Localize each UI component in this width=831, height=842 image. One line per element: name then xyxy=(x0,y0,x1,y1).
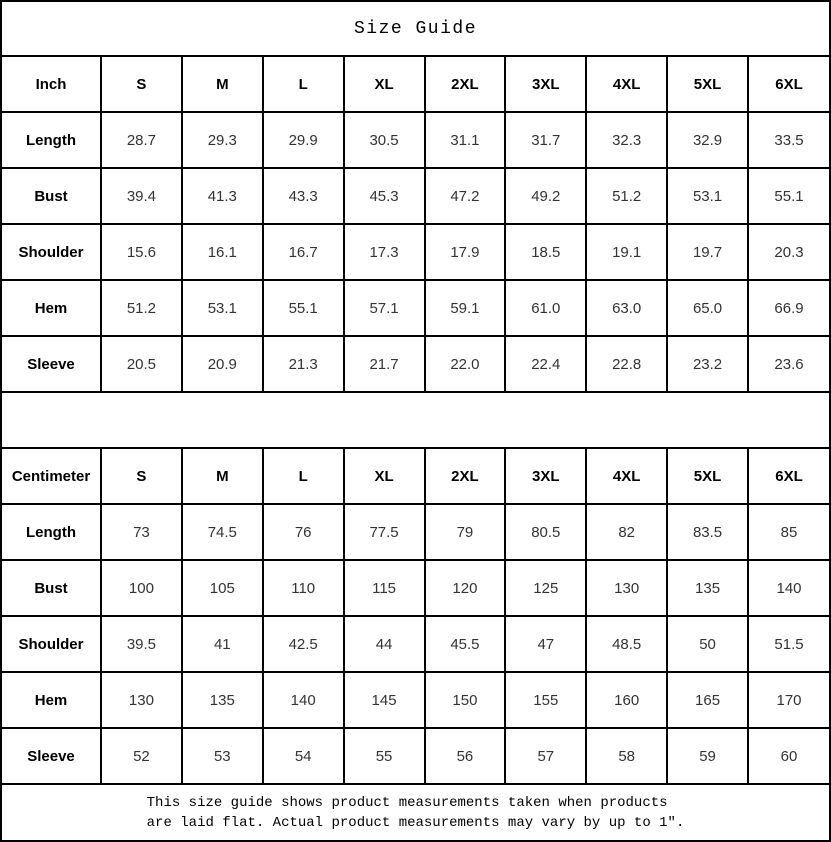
size-value: 51.2 xyxy=(586,168,667,224)
size-value: 22.4 xyxy=(505,336,586,391)
size-value: 140 xyxy=(263,672,344,728)
size-value: 80.5 xyxy=(505,504,586,560)
table-row xyxy=(2,728,829,783)
size-value: 77.5 xyxy=(344,504,425,560)
table-row xyxy=(2,336,829,391)
size-value: 20.3 xyxy=(748,224,829,280)
size-value: 130 xyxy=(101,672,182,728)
unit-header: Inch xyxy=(2,57,101,112)
size-value: 45.5 xyxy=(425,616,506,672)
size-column-header: 6XL xyxy=(748,449,829,504)
size-value: 60 xyxy=(748,728,829,783)
size-value: 41 xyxy=(182,616,263,672)
size-value: 47 xyxy=(505,616,586,672)
table-row xyxy=(2,616,829,672)
size-value: 39.4 xyxy=(101,168,182,224)
size-value: 32.9 xyxy=(667,112,748,168)
size-value: 33.5 xyxy=(748,112,829,168)
size-value: 48.5 xyxy=(586,616,667,672)
size-column-header: 2XL xyxy=(425,449,506,504)
size-value: 74.5 xyxy=(182,504,263,560)
table-spacer xyxy=(2,391,829,449)
size-value: 53 xyxy=(182,728,263,783)
size-value: 59.1 xyxy=(425,280,506,336)
row-label: Length xyxy=(2,112,101,168)
size-value: 57.1 xyxy=(344,280,425,336)
size-value: 32.3 xyxy=(586,112,667,168)
size-value: 53.1 xyxy=(182,280,263,336)
table-row xyxy=(2,504,829,560)
size-value: 105 xyxy=(182,560,263,616)
size-value: 42.5 xyxy=(263,616,344,672)
size-column-header: 4XL xyxy=(586,449,667,504)
note-line-1: This size guide shows product measurements taken when products xyxy=(146,794,668,811)
size-value: 125 xyxy=(505,560,586,616)
size-value: 76 xyxy=(263,504,344,560)
unit-header: Centimeter xyxy=(2,449,101,504)
size-value: 43.3 xyxy=(263,168,344,224)
size-value: 17.9 xyxy=(425,224,506,280)
size-value: 23.2 xyxy=(667,336,748,391)
size-value: 56 xyxy=(425,728,506,783)
size-value: 15.6 xyxy=(101,224,182,280)
size-column-header: M xyxy=(182,449,263,504)
size-column-header: XL xyxy=(344,57,425,112)
size-column-header: 3XL xyxy=(505,449,586,504)
size-value: 57 xyxy=(505,728,586,783)
size-value: 66.9 xyxy=(748,280,829,336)
size-value: 50 xyxy=(667,616,748,672)
size-guide-title: Size Guide xyxy=(2,2,829,57)
size-value: 31.7 xyxy=(505,112,586,168)
size-value: 20.9 xyxy=(182,336,263,391)
header-row xyxy=(2,57,829,112)
size-value: 21.3 xyxy=(263,336,344,391)
size-value: 65.0 xyxy=(667,280,748,336)
size-value: 130 xyxy=(586,560,667,616)
size-value: 47.2 xyxy=(425,168,506,224)
note-line-2: are laid flat. Actual product measurements may vary by up to 1″. xyxy=(146,814,685,831)
size-column-header: 6XL xyxy=(748,57,829,112)
size-value: 82 xyxy=(586,504,667,560)
size-value: 29.9 xyxy=(263,112,344,168)
table-row xyxy=(2,560,829,616)
table-row xyxy=(2,168,829,224)
table-row xyxy=(2,224,829,280)
size-value: 21.7 xyxy=(344,336,425,391)
size-column-header: L xyxy=(263,57,344,112)
size-value: 165 xyxy=(667,672,748,728)
size-value: 30.5 xyxy=(344,112,425,168)
size-column-header: 5XL xyxy=(667,449,748,504)
row-label: Shoulder xyxy=(2,224,101,280)
size-value: 59 xyxy=(667,728,748,783)
size-value: 28.7 xyxy=(101,112,182,168)
row-label: Sleeve xyxy=(2,728,101,783)
size-value: 73 xyxy=(101,504,182,560)
size-column-header: S xyxy=(101,57,182,112)
size-value: 55 xyxy=(344,728,425,783)
size-column-header: 3XL xyxy=(505,57,586,112)
size-value: 29.3 xyxy=(182,112,263,168)
size-value: 16.1 xyxy=(182,224,263,280)
measurement-note-text xyxy=(147,793,685,833)
size-value: 135 xyxy=(182,672,263,728)
inch-size-table xyxy=(2,57,829,391)
size-value: 22.0 xyxy=(425,336,506,391)
size-value: 135 xyxy=(667,560,748,616)
size-value: 140 xyxy=(748,560,829,616)
size-value: 170 xyxy=(748,672,829,728)
size-value: 39.5 xyxy=(101,616,182,672)
row-label: Bust xyxy=(2,168,101,224)
size-column-header: L xyxy=(263,449,344,504)
size-value: 100 xyxy=(101,560,182,616)
size-column-header: M xyxy=(182,57,263,112)
row-label: Length xyxy=(2,504,101,560)
size-column-header: XL xyxy=(344,449,425,504)
row-label: Hem xyxy=(2,672,101,728)
size-value: 110 xyxy=(263,560,344,616)
size-value: 20.5 xyxy=(101,336,182,391)
size-column-header: 4XL xyxy=(586,57,667,112)
row-label: Hem xyxy=(2,280,101,336)
size-value: 19.7 xyxy=(667,224,748,280)
size-value: 83.5 xyxy=(667,504,748,560)
size-value: 155 xyxy=(505,672,586,728)
size-value: 51.2 xyxy=(101,280,182,336)
size-value: 53.1 xyxy=(667,168,748,224)
size-value: 44 xyxy=(344,616,425,672)
size-value: 22.8 xyxy=(586,336,667,391)
size-value: 51.5 xyxy=(748,616,829,672)
size-value: 145 xyxy=(344,672,425,728)
row-label: Shoulder xyxy=(2,616,101,672)
size-value: 58 xyxy=(586,728,667,783)
size-value: 85 xyxy=(748,504,829,560)
size-value: 52 xyxy=(101,728,182,783)
header-row xyxy=(2,449,829,504)
centimeter-size-table xyxy=(2,449,829,783)
size-value: 16.7 xyxy=(263,224,344,280)
size-value: 17.3 xyxy=(344,224,425,280)
row-label: Bust xyxy=(2,560,101,616)
size-value: 115 xyxy=(344,560,425,616)
measurement-note xyxy=(2,783,829,840)
table-row xyxy=(2,112,829,168)
size-value: 63.0 xyxy=(586,280,667,336)
size-value: 49.2 xyxy=(505,168,586,224)
table-row xyxy=(2,672,829,728)
size-value: 79 xyxy=(425,504,506,560)
size-value: 160 xyxy=(586,672,667,728)
size-value: 150 xyxy=(425,672,506,728)
size-value: 120 xyxy=(425,560,506,616)
size-value: 41.3 xyxy=(182,168,263,224)
size-value: 54 xyxy=(263,728,344,783)
size-value: 18.5 xyxy=(505,224,586,280)
size-value: 19.1 xyxy=(586,224,667,280)
size-value: 55.1 xyxy=(263,280,344,336)
size-value: 31.1 xyxy=(425,112,506,168)
size-column-header: 5XL xyxy=(667,57,748,112)
size-value: 23.6 xyxy=(748,336,829,391)
size-column-header: 2XL xyxy=(425,57,506,112)
table-row xyxy=(2,280,829,336)
row-label: Sleeve xyxy=(2,336,101,391)
size-value: 61.0 xyxy=(505,280,586,336)
size-value: 55.1 xyxy=(748,168,829,224)
size-column-header: S xyxy=(101,449,182,504)
size-value: 45.3 xyxy=(344,168,425,224)
